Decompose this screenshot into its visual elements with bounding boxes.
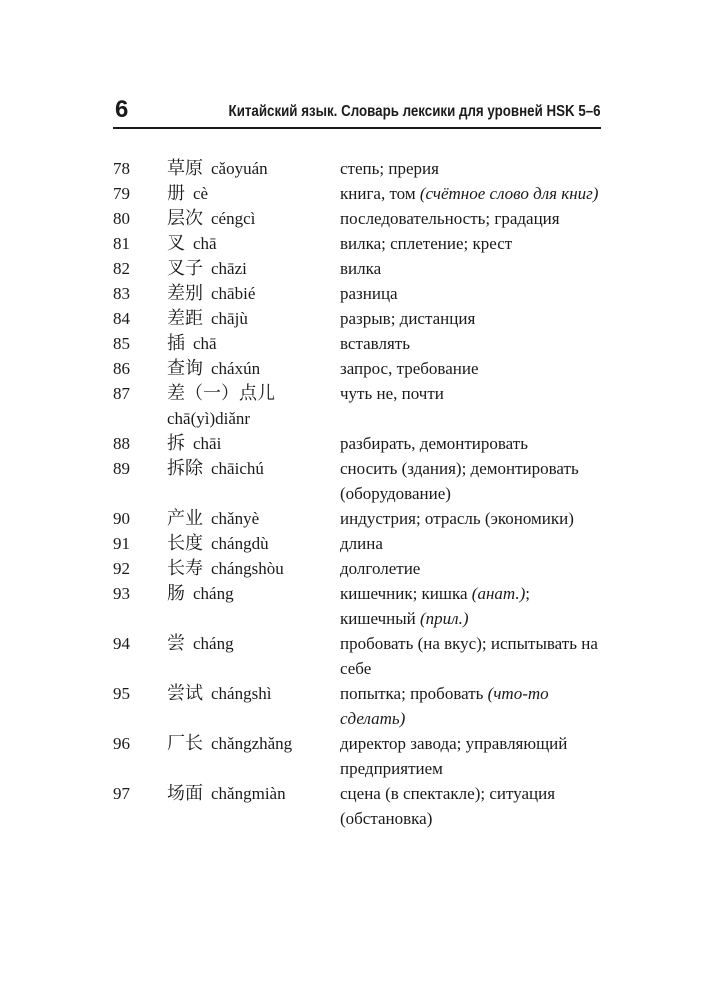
entry-headword: [167, 556, 335, 581]
entry-translation: [340, 356, 606, 381]
entry-number: 87: [113, 384, 130, 403]
entry-hanzi: 草原: [167, 158, 203, 179]
entry-headword: [167, 206, 335, 231]
translation-text: степь; прерия: [340, 159, 439, 178]
entry-translation: [340, 731, 606, 781]
entry-hanzi: 场面: [167, 783, 203, 804]
dictionary-entry: [113, 331, 603, 356]
translation-text: пробовать (на вкус); испытывать на себе: [340, 634, 598, 678]
entry-pinyin: chāichú: [211, 459, 264, 478]
dictionary-entry: [113, 731, 603, 781]
entry-headword: [167, 581, 335, 606]
translation-text: запрос, требование: [340, 359, 479, 378]
dictionary-entry: [113, 506, 603, 531]
entry-number: 95: [113, 684, 130, 703]
entry-headword: [167, 331, 335, 356]
page-number: 6: [115, 96, 129, 123]
entry-number: 93: [113, 584, 130, 603]
entry-number: 81: [113, 234, 130, 253]
entry-number: 83: [113, 284, 130, 303]
entry-hanzi: 拆除: [167, 458, 203, 479]
entry-number: 96: [113, 734, 130, 753]
entry-headword: [167, 631, 335, 656]
translation-note: (прил.): [420, 609, 469, 628]
dictionary-entry: [113, 431, 603, 456]
entry-hanzi: 差别: [167, 283, 203, 304]
translation-text: чуть не, почти: [340, 384, 444, 403]
translation-text: последовательность; градация: [340, 209, 560, 228]
entry-translation: [340, 781, 606, 831]
entry-translation: [340, 456, 606, 506]
entry-number: 86: [113, 359, 130, 378]
dictionary-entry: [113, 581, 603, 631]
entry-translation: [340, 206, 606, 231]
entry-pinyin: chā(yì)diǎnr: [167, 409, 251, 428]
entry-pinyin: cè: [193, 184, 209, 203]
dictionary-entry: [113, 181, 603, 206]
entry-pinyin: cháng: [193, 584, 234, 603]
entry-number: 79: [113, 184, 130, 203]
entry-headword: [167, 731, 335, 756]
entry-number: 80: [113, 209, 130, 228]
dictionary-entry: [113, 356, 603, 381]
running-title: Китайский язык. Словарь лексики для уровней HSK 5–6: [228, 103, 601, 120]
entry-translation: [340, 506, 606, 531]
entry-headword: [167, 281, 335, 306]
entry-headword: [167, 431, 335, 456]
entry-pinyin: chángshòu: [211, 559, 284, 578]
entry-headword: [167, 356, 335, 381]
entry-headword: [167, 381, 335, 431]
translation-text: вставлять: [340, 334, 410, 353]
dictionary-entry: [113, 531, 603, 556]
translation-text: ; кишечный: [340, 584, 531, 628]
entry-number: 84: [113, 309, 130, 328]
entry-pinyin: chā: [193, 234, 217, 253]
translation-text: кишечник; кишка: [340, 584, 472, 603]
entry-headword: [167, 681, 335, 706]
entry-number: 88: [113, 434, 130, 453]
entry-headword: [167, 231, 335, 256]
entry-hanzi: 长度: [167, 533, 203, 554]
translation-text: индустрия; отрасль (экономики): [340, 509, 574, 528]
entry-headword: [167, 506, 335, 531]
entry-hanzi: 尝: [167, 633, 185, 654]
entry-hanzi: 拆: [167, 433, 185, 454]
translation-text: книга, том: [340, 184, 420, 203]
dictionary-entry: [113, 381, 603, 431]
dictionary-entry: [113, 256, 603, 281]
entry-translation: [340, 256, 606, 281]
translation-text: сносить (здания); демонтировать (оборудование): [340, 459, 579, 503]
entry-translation: [340, 631, 606, 681]
translation-text: сцена (в спектакле); ситуация (обстановка): [340, 784, 556, 828]
entry-headword: [167, 781, 335, 806]
entry-number: 78: [113, 159, 130, 178]
translation-text: длина: [340, 534, 383, 553]
dictionary-entry: [113, 781, 603, 831]
translation-text: разрыв; дистанция: [340, 309, 476, 328]
entry-translation: [340, 556, 606, 581]
dictionary-entry: [113, 206, 603, 231]
entry-translation: [340, 306, 606, 331]
page-header: [113, 93, 601, 129]
entry-headword: [167, 156, 335, 181]
entry-hanzi: 差（一）点儿: [167, 383, 275, 404]
translation-text: попытка; пробовать: [340, 684, 488, 703]
entry-number: 82: [113, 259, 130, 278]
entry-translation: [340, 381, 606, 431]
translation-note: (счётное слово для книг): [419, 184, 599, 203]
dictionary-entries: [113, 156, 603, 831]
entry-headword: [167, 181, 335, 206]
entry-number: 92: [113, 559, 130, 578]
dictionary-entry: [113, 456, 603, 506]
entry-number: 97: [113, 784, 130, 803]
entry-pinyin: cháxún: [211, 359, 261, 378]
entry-hanzi: 厂长: [167, 733, 203, 754]
entry-pinyin: chāi: [193, 434, 222, 453]
entry-hanzi: 差距: [167, 308, 203, 329]
entry-pinyin: chājù: [211, 309, 248, 328]
entry-pinyin: chā: [193, 334, 217, 353]
entry-pinyin: chǎngzhǎng: [211, 734, 293, 753]
entry-hanzi: 查询: [167, 358, 203, 379]
entry-translation: [340, 281, 606, 306]
translation-text: долголетие: [340, 559, 421, 578]
dictionary-entry: [113, 306, 603, 331]
entry-translation: [340, 431, 606, 456]
entry-hanzi: 尝试: [167, 683, 203, 704]
entry-pinyin: chāzi: [211, 259, 247, 278]
entry-headword: [167, 531, 335, 556]
dictionary-entry: [113, 631, 603, 681]
entry-number: 85: [113, 334, 130, 353]
entry-translation: [340, 231, 606, 256]
entry-hanzi: 肠: [167, 583, 185, 604]
translation-note: (анат.): [471, 584, 526, 603]
entry-pinyin: chángshì: [211, 684, 272, 703]
entry-headword: [167, 306, 335, 331]
translation-text: разница: [340, 284, 398, 303]
translation-note: (что-то сделать): [340, 684, 549, 728]
entry-translation: [340, 181, 606, 206]
entry-pinyin: céngcì: [211, 209, 256, 228]
entry-hanzi: 叉: [167, 233, 185, 254]
entry-pinyin: chǎngmiàn: [211, 784, 286, 803]
entry-hanzi: 长寿: [167, 558, 203, 579]
entry-translation: [340, 681, 606, 731]
entry-hanzi: 产业: [167, 508, 203, 529]
entry-hanzi: 册: [167, 183, 185, 204]
entry-pinyin: chángdù: [211, 534, 269, 553]
entry-hanzi: 层次: [167, 208, 203, 229]
dictionary-entry: [113, 281, 603, 306]
dictionary-entry: [113, 156, 603, 181]
entry-pinyin: cǎoyuán: [211, 159, 268, 178]
entry-translation: [340, 331, 606, 356]
translation-text: вилка: [340, 259, 382, 278]
entry-translation: [340, 581, 606, 631]
entry-number: 89: [113, 459, 130, 478]
entry-hanzi: 叉子: [167, 258, 203, 279]
translation-text: вилка; сплетение; крест: [340, 234, 513, 253]
translation-text: директор завода; управляющий предприятием: [340, 734, 568, 778]
entry-translation: [340, 156, 606, 181]
entry-number: 94: [113, 634, 130, 653]
entry-hanzi: 插: [167, 333, 185, 354]
entry-number: 91: [113, 534, 130, 553]
entry-headword: [167, 256, 335, 281]
entry-pinyin: chābié: [211, 284, 256, 303]
entry-pinyin: chǎnyè: [211, 509, 260, 528]
entry-pinyin: cháng: [193, 634, 234, 653]
entry-translation: [340, 531, 606, 556]
translation-text: разбирать, демонтировать: [340, 434, 528, 453]
dictionary-entry: [113, 231, 603, 256]
dictionary-entry: [113, 681, 603, 731]
entry-number: 90: [113, 509, 130, 528]
dictionary-entry: [113, 556, 603, 581]
entry-headword: [167, 456, 335, 481]
